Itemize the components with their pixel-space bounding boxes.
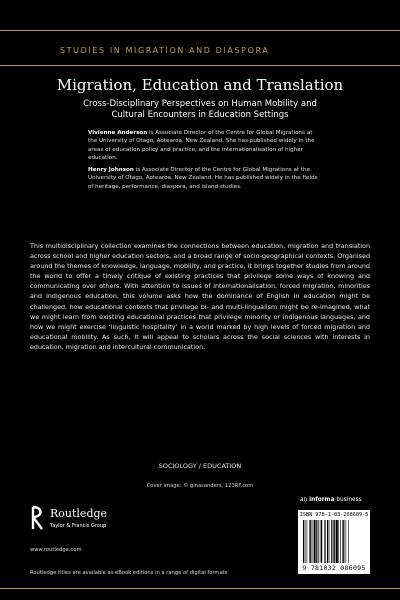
barcode-bar xyxy=(309,520,310,563)
author-name: Vivienne Anderson xyxy=(88,130,148,136)
author-bio-text: is Associate Director of the Centre for Global Migrations at the University of Otago, Aotearoa, New Zealand. She has published widely in the areas of education policy and practice, and the internationalisation of higher education. xyxy=(88,130,315,161)
book-title: Migration, Education and Translation xyxy=(56,76,344,94)
barcode-digits: 9 781032 086095 xyxy=(302,564,366,572)
author-bio-1 xyxy=(88,129,318,162)
barcode-bar xyxy=(348,520,349,563)
barcode-bar xyxy=(310,520,311,563)
barcode-bar xyxy=(340,520,341,563)
barcode-bar xyxy=(342,520,343,563)
subject-category: SOCIOLOGY / EDUCATION xyxy=(158,462,242,470)
routledge-logo-icon xyxy=(30,505,46,531)
barcode-bar xyxy=(331,520,332,563)
barcode-bar xyxy=(305,520,306,563)
ebook-availability-note: Routledge titles are available as eBook editions in a range of digital formats xyxy=(30,570,228,576)
barcode-bars xyxy=(303,520,365,563)
series-title: STUDIES IN MIGRATION AND DIASPORA xyxy=(60,46,270,55)
publisher-website: www.routledge.com xyxy=(30,547,82,553)
cover-image-credit: Cover image: © ginasanders, 123RF.com xyxy=(146,483,254,489)
publisher-logo xyxy=(30,505,140,535)
barcode-bar xyxy=(334,520,335,563)
author-bio-text: is Associate Director of the Centre for Global Migrations at the University of Otago, Aotearoa, New Zealand. He has published widely in the fields of heritage, performance, diaspora, and island studies. xyxy=(88,167,318,190)
barcode-bar xyxy=(333,520,334,563)
barcode-bar xyxy=(314,520,316,563)
subtitle-line-2: Cultural Encounters in Education Settings xyxy=(111,110,289,120)
publisher-group: Taylor & Francis Group xyxy=(50,523,107,529)
barcode-bar xyxy=(320,520,321,563)
publisher-name: Routledge xyxy=(50,507,108,520)
barcode-bar xyxy=(313,520,314,563)
author-bio-2 xyxy=(88,166,318,191)
barcode-bar xyxy=(325,520,326,563)
subtitle-line-1: Cross-Disciplinary Perspectives on Human Mobility and xyxy=(83,99,317,109)
bottom-divider xyxy=(0,588,400,589)
barcode-bar xyxy=(324,520,325,563)
barcode-bar xyxy=(338,520,339,563)
book-subtitle xyxy=(70,99,330,121)
barcode-bar xyxy=(318,520,319,563)
barcode-bar xyxy=(321,520,322,563)
informa-brand: informa xyxy=(309,497,335,503)
informa-prefix: an xyxy=(300,497,310,503)
barcode-bar xyxy=(343,520,344,563)
isbn-barcode xyxy=(298,510,370,574)
author-name: Henry Johnson xyxy=(88,167,134,173)
barcode-bar xyxy=(327,520,328,563)
barcode-bar xyxy=(303,520,304,563)
barcode-bar xyxy=(346,520,347,563)
isbn-number: ISBN 978-1-03-208609-5 xyxy=(299,512,369,518)
barcode-bar xyxy=(336,520,338,563)
book-description: This multidisciplinary collection examines the connections between education, migration and translation across school and higher education sectors, and a broad range of socio-geographical contexts. Organised around the themes of knowledge, language, mobility, and practice, it brings together studies from around the world to offer a timely critique of existing practices that privilege some ways of knowing and communicating over others. With attention to issues of internationalisation, forced migration, minorities and indigenous education, this volume asks how the dominance of English in education might be challenged, how educational contexts that privilege bi- and multi-lingualism might be re-imagined, what we might learn from existing educational practices that privilege minority or indigenous languages, and how we might exercise ‘linguistic hospitality’ in a world marked by high levels of forced migration and educational mobility. As such, it will appeal to scholars across the social sciences with interests in education, migration and intercultural communication. xyxy=(30,242,370,351)
informa-suffix: business xyxy=(334,497,362,503)
barcode-bar xyxy=(329,520,330,563)
informa-business xyxy=(300,497,362,503)
barcode-bar xyxy=(316,520,317,563)
barcode-bar xyxy=(307,520,308,563)
